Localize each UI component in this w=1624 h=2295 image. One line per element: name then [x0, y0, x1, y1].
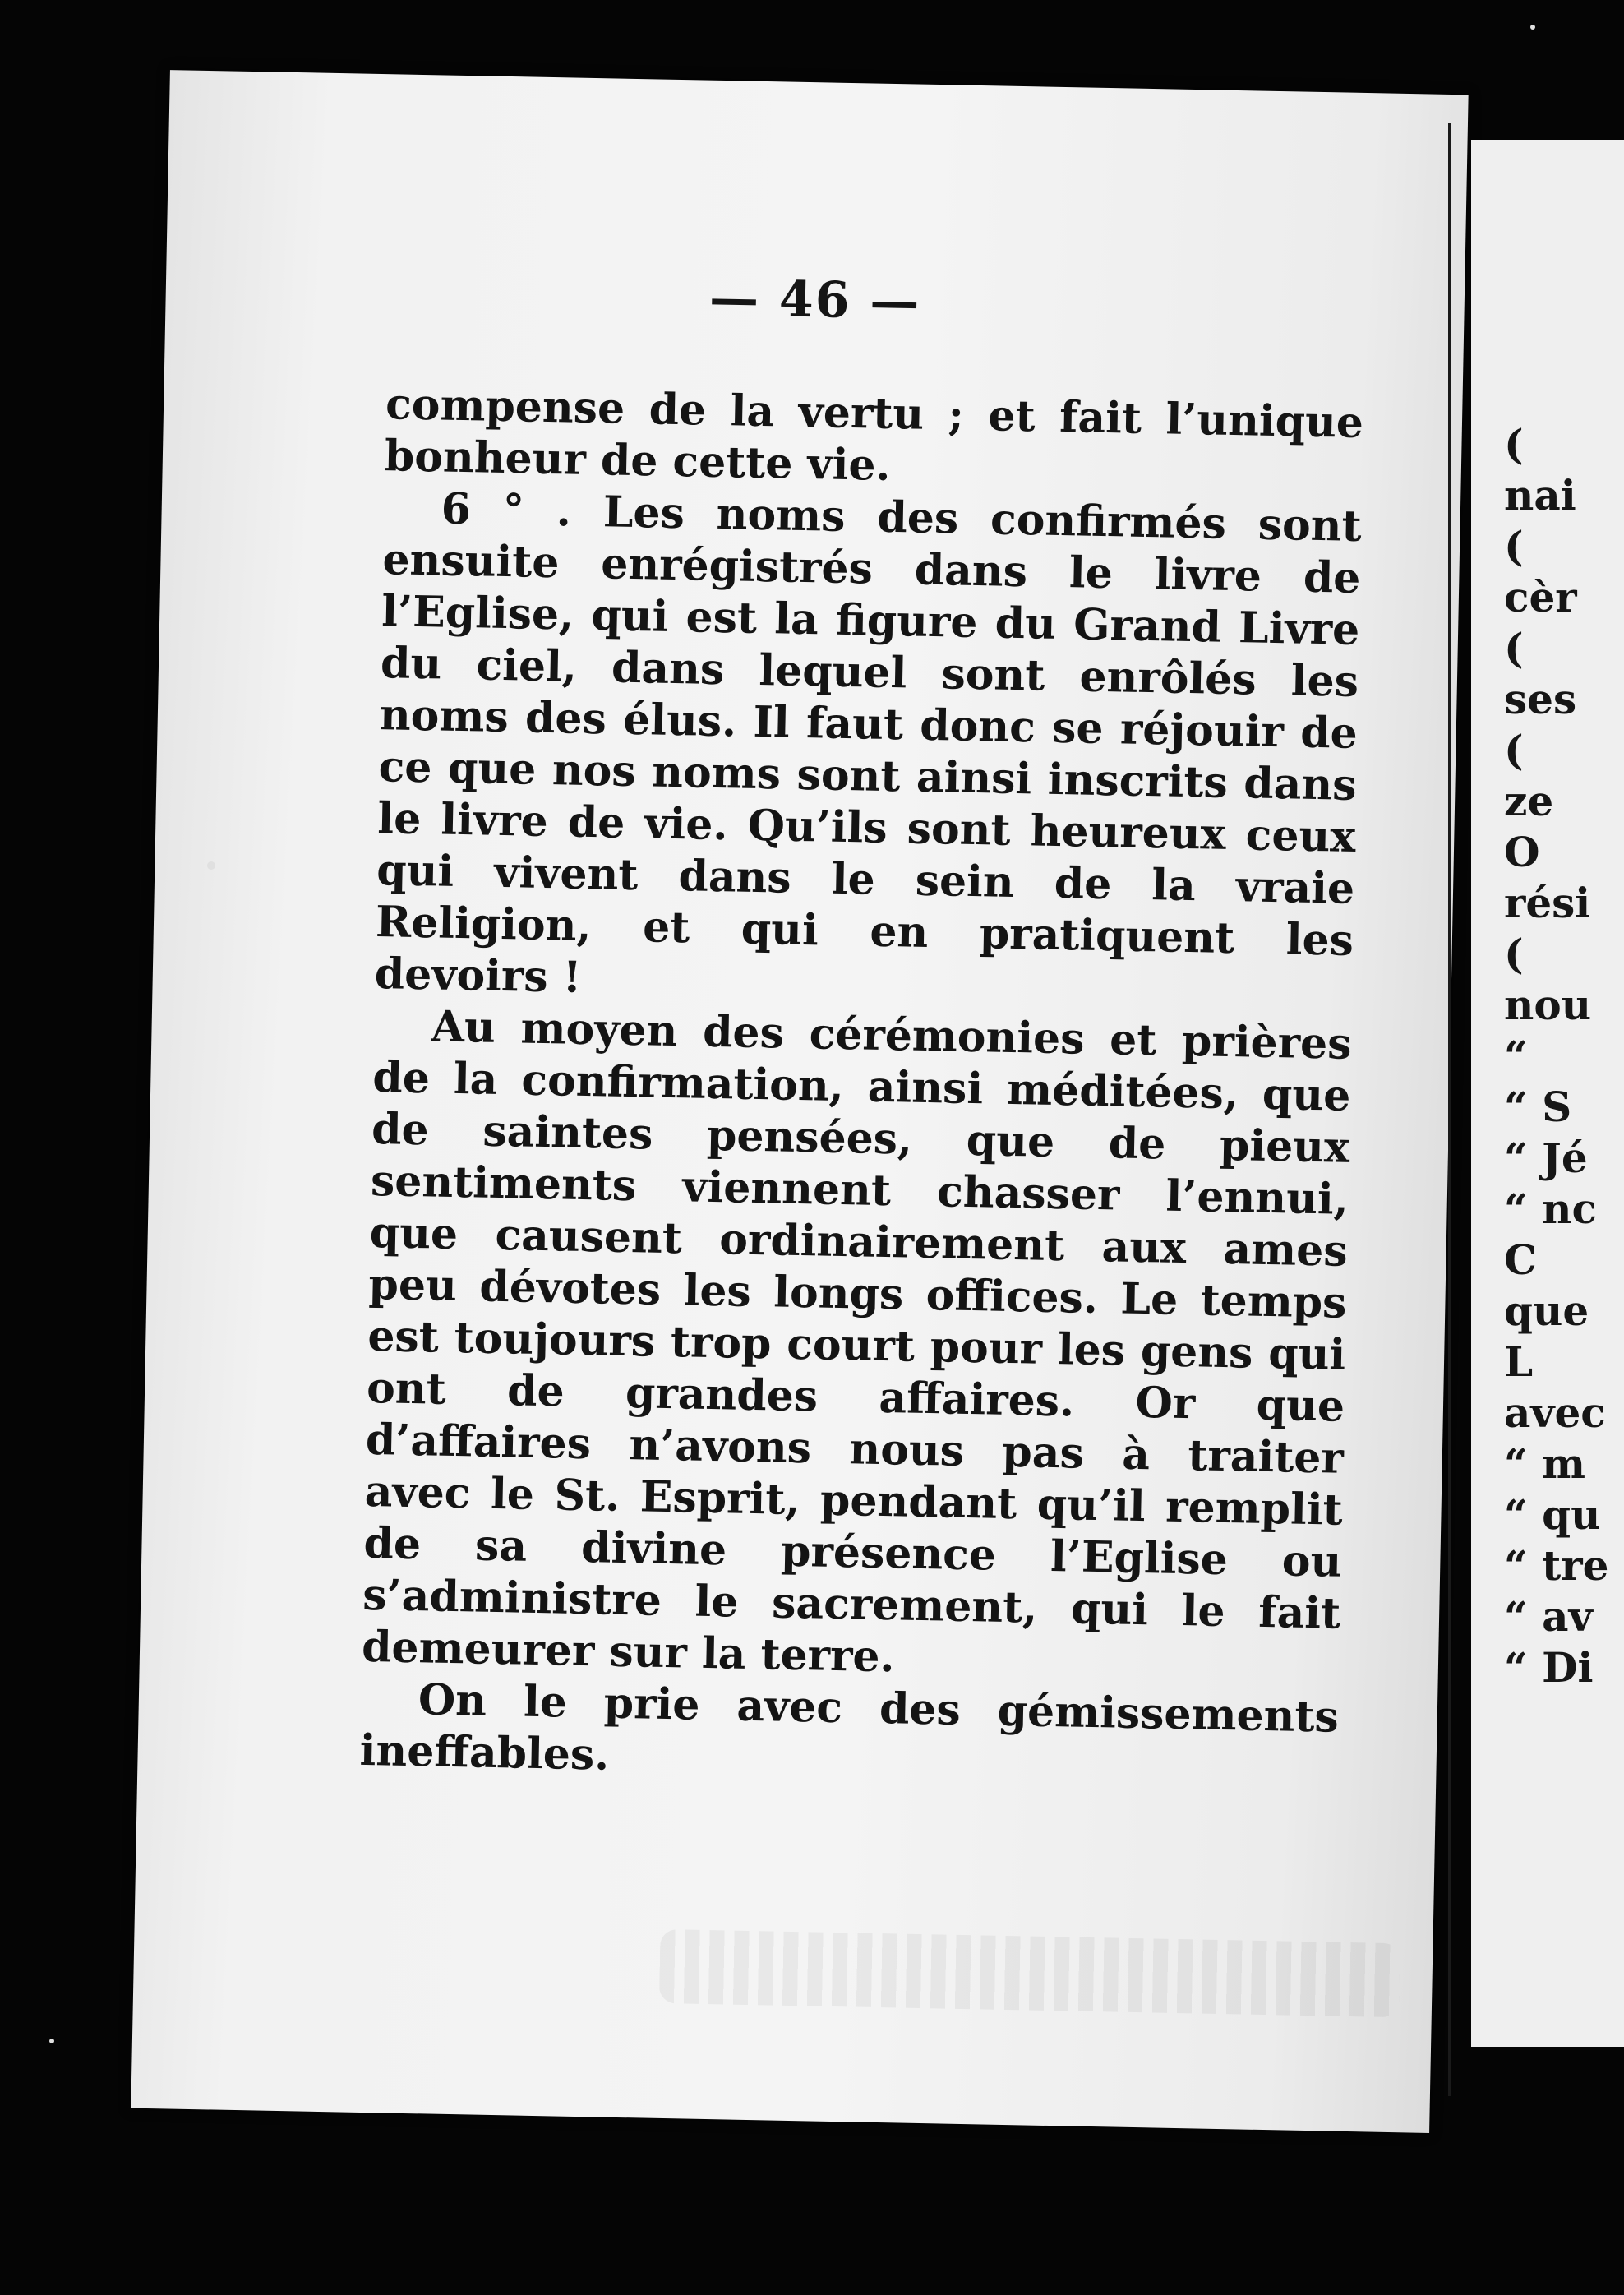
facing-page-line: “ S	[1504, 1083, 1572, 1131]
facing-page-line: nou	[1504, 981, 1592, 1029]
ink-bleed-through	[659, 1929, 1400, 2017]
facing-page-line: avec	[1504, 1388, 1606, 1437]
facing-page-line: (	[1504, 624, 1524, 672]
facing-page-line: “	[1504, 1032, 1528, 1080]
paragraph-prayer: On le prie avec des gémissements ineffables.	[359, 1674, 1340, 1780]
facing-page-line: “ m	[1504, 1439, 1586, 1488]
facing-page-line: (	[1504, 522, 1524, 570]
speck	[1530, 25, 1535, 30]
facing-page-line: (	[1504, 420, 1524, 469]
facing-page-line: “ Jé	[1504, 1134, 1588, 1182]
paragraph-continuation: compense de la vertu ; et fait l’unique bonheur de cette vie.	[384, 379, 1364, 491]
facing-page-line: “ av	[1504, 1592, 1593, 1641]
facing-page-line: “ qu	[1504, 1490, 1601, 1539]
facing-page-line: ze	[1504, 777, 1554, 825]
paragraph-confirmed-names: 6 ° . Les noms des confirmés sont ensuite enrégistrés dans le livre de l’Eglise, qui est la figure du Grand Livre du ciel, dans lequel sont enrôlés les noms des élus. Il faut donc se réjouir de ce que nos noms sont ainsi inscrits dans le livre de vie. Qu’ils sont heureux ceux qui vivent dans le sein de la vraie Religion, et qui en pratiquent les devoirs !	[374, 483, 1363, 1003]
facing-page-line: (	[1504, 726, 1524, 774]
facing-page	[1471, 140, 1624, 2047]
facing-page-line: “ tre	[1504, 1541, 1609, 1590]
left-page	[131, 70, 1468, 2133]
facing-page-line: C	[1504, 1235, 1537, 1284]
page-gutter	[1448, 123, 1451, 2096]
facing-page-line: nai	[1504, 471, 1576, 519]
facing-page-line: “ Di	[1504, 1643, 1594, 1692]
page-text	[359, 378, 1363, 1795]
facing-page-line: “ nc	[1504, 1184, 1597, 1233]
page-number: — 46 —	[708, 269, 922, 331]
speck	[49, 2039, 54, 2043]
facing-page-line: (	[1504, 930, 1524, 978]
facing-page-line: ses	[1504, 675, 1577, 723]
paragraph-ceremonies: Au moyen des cérémonies et prières de la confirmation, ainsi méditées, que de saintes pensées, que de pieux sentiments viennent chasser l’ennui, que causent ordinairement aux ames peu dévotes les longs offices. Le temps est toujours trop court pour les gens qui ont de grandes affaires. Or que d’affaires n’avons nous pas à traiter avec le St. Esprit, pendant qu’il remplit de sa divine présence l’Eglise ou s’administre le sacrement, qui le fait demeurer sur la terre.	[361, 1001, 1353, 1683]
facing-page-line: que	[1504, 1286, 1589, 1335]
facing-page-line: L	[1504, 1337, 1534, 1386]
facing-page-line: O	[1504, 828, 1540, 876]
facing-page-line: cèr	[1504, 573, 1577, 621]
facing-page-fragments	[1504, 419, 1608, 1693]
speck	[207, 861, 215, 870]
facing-page-line: rési	[1504, 879, 1591, 927]
